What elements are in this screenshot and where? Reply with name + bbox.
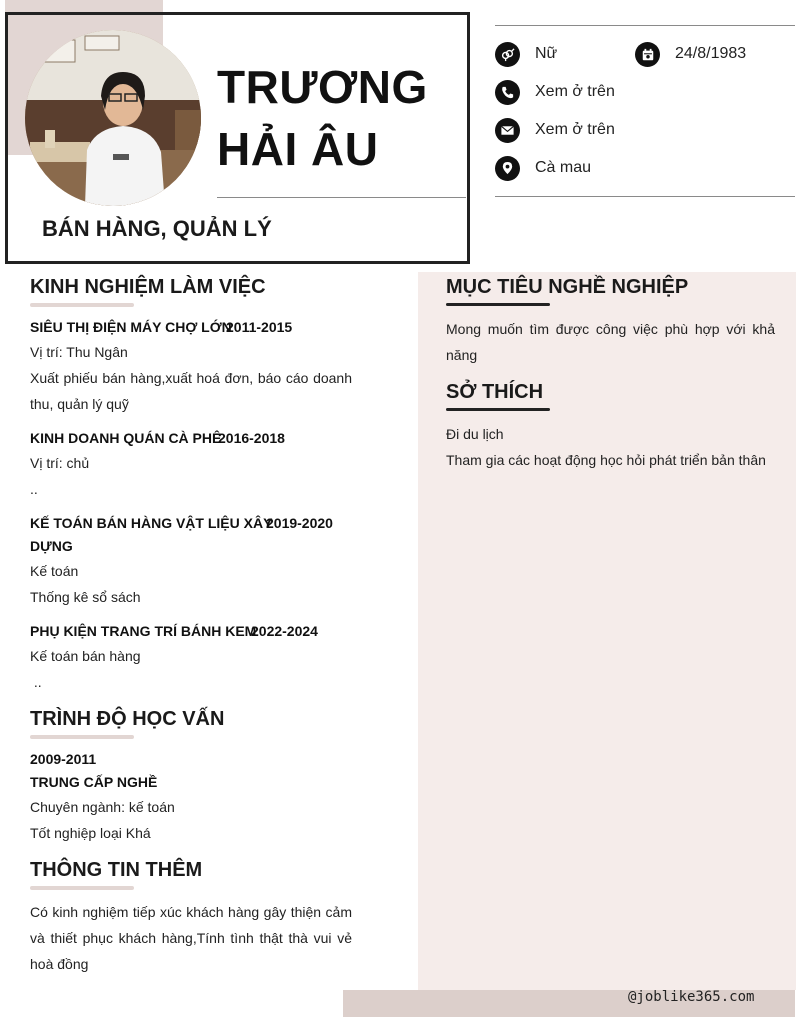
email-value: Xem ở trên xyxy=(535,121,615,138)
experience-period-3: 2019-2020 xyxy=(266,515,333,531)
gender-value: Nữ xyxy=(535,45,558,62)
hobby-item-2: Tham gia các hoạt động học hỏi phát triển bản thân xyxy=(446,452,766,468)
candidate-name xyxy=(217,56,428,180)
education-school: TRUNG CẤP NGHỀ xyxy=(30,774,158,790)
job-title: BÁN HÀNG, QUẢN LÝ xyxy=(42,216,272,241)
extra-title: THÔNG TIN THÊM xyxy=(30,859,203,881)
email-icon xyxy=(495,118,520,143)
name-divider xyxy=(217,197,466,198)
name-line-1: TRƯƠNG xyxy=(217,61,428,113)
education-title: TRÌNH ĐỘ HỌC VẤN xyxy=(30,708,225,730)
education-period: 2009-2011 xyxy=(30,751,97,767)
education-underline xyxy=(30,735,134,739)
experience-desc-4: .. xyxy=(30,674,42,690)
footer-watermark: @joblike365.com xyxy=(628,989,755,1005)
contact-top-divider xyxy=(495,25,795,26)
address-value: Cà mau xyxy=(535,159,592,176)
contact-bottom-divider xyxy=(495,196,795,197)
profile-photo xyxy=(25,30,201,206)
location-icon xyxy=(495,156,520,181)
education-major: Chuyên ngành: kế toán xyxy=(30,799,175,815)
experience-period-1: 2011-2015 xyxy=(226,319,293,335)
experience-position-2: Vị trí: chủ xyxy=(30,455,90,471)
hobbies-title: SỞ THÍCH xyxy=(446,381,544,403)
name-line-2: HẢI ÂU xyxy=(217,123,379,175)
experience-position-4: Kế toán bán hàng xyxy=(30,648,141,664)
experience-period-2: 2016-2018 xyxy=(218,430,285,446)
experience-desc-3: Thống kê sổ sách xyxy=(30,589,141,605)
experience-company-2: KINH DOANH QUÁN CÀ PHÊ xyxy=(30,430,222,446)
phone-value: Xem ở trên xyxy=(535,83,615,100)
objective-text: Mong muốn tìm được công việc phù hợp với khả năng xyxy=(446,321,775,363)
extra-underline xyxy=(30,886,134,890)
experience-underline xyxy=(30,303,134,307)
experience-period-4: 2022-2024 xyxy=(251,623,318,639)
birthday-value: 24/8/1983 xyxy=(675,45,747,62)
experience-position-1: Vị trí: Thu Ngân xyxy=(30,344,128,360)
hobbies-underline xyxy=(446,408,550,411)
experience-desc-2: .. xyxy=(30,481,38,497)
gender-icon xyxy=(495,42,520,67)
extra-text: Có kinh nghiệm tiếp xúc khách hàng gây thiện cảm và thiết phục khách hàng,Tính tình thật thà vui vẻ hoà đồng xyxy=(30,904,352,972)
right-panel xyxy=(418,272,796,990)
experience-position-3: Kế toán xyxy=(30,563,79,579)
experience-company-4: PHỤ KIỆN TRANG TRÍ BÁNH KEM xyxy=(30,623,257,639)
education-grade: Tốt nghiệp loại Khá xyxy=(30,825,151,841)
experience-company-3-line2: DỰNG xyxy=(30,538,73,554)
objective-title: MỤC TIÊU NGHỀ NGHIỆP xyxy=(446,276,689,298)
objective-underline xyxy=(446,303,550,306)
phone-icon xyxy=(495,80,520,105)
hobby-item-1: Đi du lịch xyxy=(446,426,504,442)
experience-company-1: SIÊU THỊ ĐIỆN MÁY CHỢ LỚN xyxy=(30,319,232,335)
experience-title: KINH NGHIỆM LÀM VIỆC xyxy=(30,276,266,298)
experience-company-3-line1: KẾ TOÁN BÁN HÀNG VẬT LIỆU XÂY xyxy=(30,515,273,531)
experience-desc-1: Xuất phiếu bán hàng,xuất hoá đơn, báo cáo doanh thu, quản lý quỹ xyxy=(30,370,352,412)
calendar-icon xyxy=(635,42,660,67)
